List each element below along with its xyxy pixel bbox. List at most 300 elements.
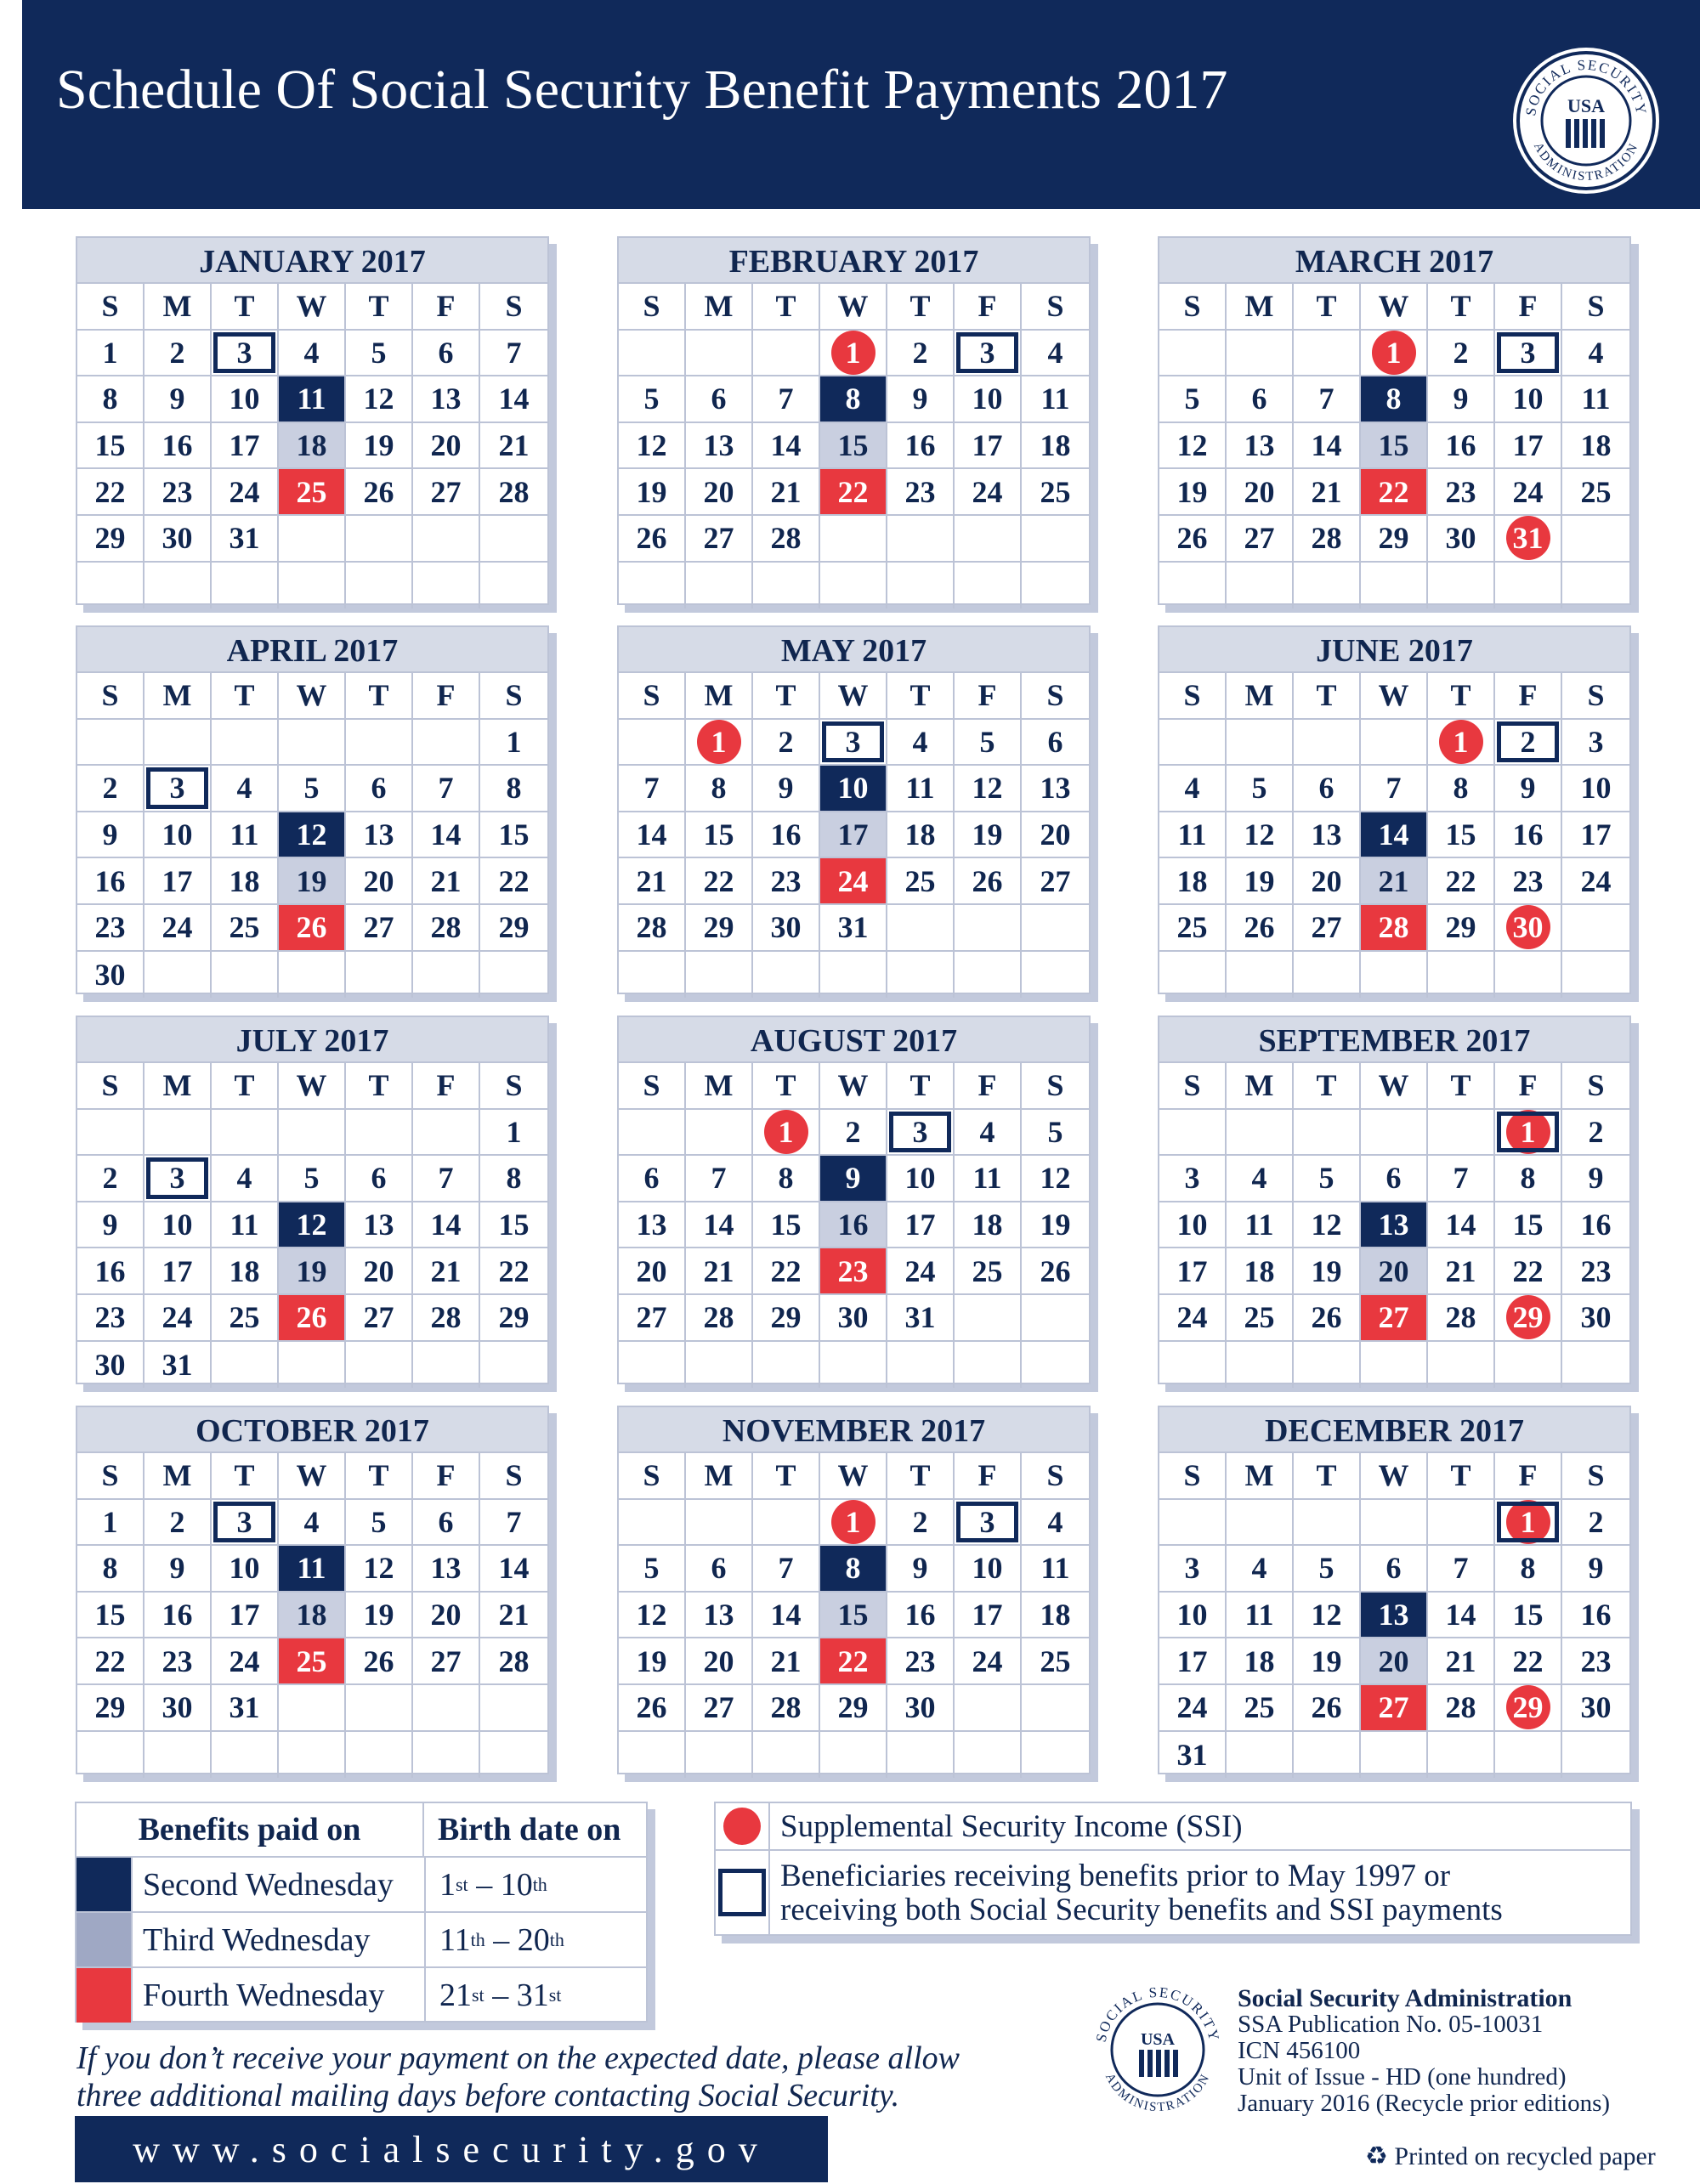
day-cell: 28 [753, 1685, 820, 1732]
empty-cell [144, 1110, 212, 1157]
day-cell: 7 [753, 376, 820, 423]
day-cell: 8 [686, 766, 753, 812]
empty-cell [820, 1732, 887, 1779]
day-cell: 30 [887, 1685, 955, 1732]
empty-cell [1562, 563, 1629, 609]
month-title: APRIL 2017 [77, 627, 547, 673]
day-cell: 13 [686, 1593, 753, 1639]
empty-cell [212, 720, 279, 767]
day-cell: 23 [887, 469, 955, 516]
day-cell: 4 [1227, 1156, 1294, 1202]
day-cell: 9 [1562, 1156, 1629, 1202]
day-cell: 10 [887, 1156, 955, 1202]
empty-cell [413, 1342, 480, 1389]
fourth-wednesday-day: 27 [1361, 1295, 1428, 1342]
weekday-header: S [77, 1453, 144, 1500]
second-wednesday-day: 14 [1361, 812, 1428, 859]
day-cell: 29 [820, 1685, 887, 1732]
ssi-payment-day [1495, 905, 1562, 952]
empty-cell [1159, 1342, 1227, 1389]
day-cell: 6 [413, 331, 480, 377]
unit-of-issue: Unit of Issue - HD (one hundred) [1238, 2063, 1567, 2091]
weekday-header: W [1361, 284, 1428, 331]
legend-row-fourth [76, 1968, 646, 2023]
weekday-header: T [212, 673, 279, 720]
ssi-marker: 1 [1372, 331, 1416, 375]
day-cell: 15 [686, 812, 753, 859]
ssa-seal-icon [1088, 1980, 1227, 2119]
boxed-line-1: Beneficiaries receiving benefits prior to May 1997 or [780, 1859, 1451, 1893]
day-cell: 18 [212, 1248, 279, 1295]
legend-header-birth: Birth date on [438, 1812, 621, 1847]
day-cell: 23 [144, 1638, 212, 1685]
empty-cell [1495, 952, 1562, 999]
month-days-grid [77, 673, 547, 998]
empty-cell [346, 1342, 413, 1389]
weekday-header: S [480, 284, 547, 331]
day-cell: 5 [1227, 766, 1294, 812]
empty-cell [279, 516, 346, 563]
day-cell: 4 [1159, 766, 1227, 812]
month-days-grid [1159, 284, 1629, 608]
weekday-header: F [955, 1453, 1022, 1500]
day-cell: 29 [77, 1685, 144, 1732]
weekday-header: S [1562, 1453, 1629, 1500]
day-cell: 7 [1428, 1156, 1495, 1202]
day-cell: 29 [480, 905, 547, 952]
month-days-grid [619, 1063, 1089, 1388]
day-cell: 5 [1022, 1110, 1089, 1157]
day-cell: 19 [346, 423, 413, 470]
ssi-marker: 1 [831, 1500, 876, 1544]
weekday-header: S [480, 1063, 547, 1110]
empty-cell [144, 720, 212, 767]
weekday-header: W [820, 1453, 887, 1500]
empty-cell [1495, 563, 1562, 609]
weekday-header: T [1294, 1063, 1361, 1110]
empty-cell [1294, 331, 1361, 377]
second-wednesday-day: 8 [820, 1546, 887, 1593]
benefit-schedule-legend [75, 1802, 648, 2023]
weekday-header: W [1361, 673, 1428, 720]
day-cell: 17 [1159, 1638, 1227, 1685]
weekday-header: M [1227, 284, 1294, 331]
day-cell: 2 [887, 1500, 955, 1547]
day-cell: 2 [753, 720, 820, 767]
day-cell: 18 [955, 1202, 1022, 1249]
third-wednesday-day: 19 [279, 858, 346, 905]
month-title: DECEMBER 2017 [1159, 1407, 1629, 1453]
empty-cell [887, 563, 955, 609]
day-cell: 16 [1495, 812, 1562, 859]
day-cell: 21 [413, 858, 480, 905]
weekday-header: T [1428, 1063, 1495, 1110]
legend-header-benefits: Benefits paid on [76, 1803, 424, 1856]
weekday-header: S [77, 673, 144, 720]
day-cell: 20 [413, 1593, 480, 1639]
legend-row-second [76, 1858, 646, 1913]
month-days-grid [77, 284, 547, 608]
weekday-header: M [686, 1453, 753, 1500]
day-cell: 6 [686, 376, 753, 423]
day-cell: 11 [1159, 812, 1227, 859]
day-cell: 2 [77, 1156, 144, 1202]
day-cell: 2 [820, 1110, 887, 1157]
day-cell: 31 [212, 516, 279, 563]
day-cell: 14 [1294, 423, 1361, 470]
day-cell: 25 [887, 858, 955, 905]
day-cell: 17 [212, 423, 279, 470]
weekday-header: S [1159, 673, 1227, 720]
day-cell: 28 [686, 1295, 753, 1342]
weekday-header: S [1159, 1453, 1227, 1500]
empty-cell [1022, 1732, 1089, 1779]
fourth-wednesday-day: 24 [820, 858, 887, 905]
day-cell: 10 [144, 1202, 212, 1249]
day-cell: 26 [1294, 1685, 1361, 1732]
day-cell: 4 [212, 766, 279, 812]
day-cell: 30 [1562, 1685, 1629, 1732]
weekday-header: W [279, 673, 346, 720]
day-cell: 7 [480, 1500, 547, 1547]
fourth-wednesday-day: 26 [279, 1295, 346, 1342]
weekday-header: M [1227, 1453, 1294, 1500]
empty-cell [1361, 1732, 1428, 1779]
day-cell: 9 [77, 812, 144, 859]
empty-cell [1428, 1110, 1495, 1157]
day-cell: 16 [77, 1248, 144, 1295]
day-cell: 8 [77, 1546, 144, 1593]
day-cell: 23 [1562, 1248, 1629, 1295]
day-cell: 4 [887, 720, 955, 767]
ssi-legend [714, 1802, 1632, 1936]
fourth-wednesday-day: 27 [1361, 1685, 1428, 1732]
empty-cell [1022, 1685, 1089, 1732]
day-cell: 2 [144, 1500, 212, 1547]
day-cell: 16 [1562, 1202, 1629, 1249]
empty-cell [955, 1295, 1022, 1342]
empty-cell [1361, 1342, 1428, 1389]
day-cell: 23 [77, 1295, 144, 1342]
day-cell: 10 [955, 376, 1022, 423]
publication-number: SSA Publication No. 05-10031 [1238, 2011, 1544, 2038]
weekday-header: S [1562, 673, 1629, 720]
day-cell: 25 [1022, 1638, 1089, 1685]
weekday-header: M [144, 1063, 212, 1110]
month-title: JUNE 2017 [1159, 627, 1629, 673]
weekday-header: M [686, 1063, 753, 1110]
day-cell: 19 [1294, 1638, 1361, 1685]
day-cell: 16 [887, 1593, 955, 1639]
day-cell: 26 [619, 1685, 686, 1732]
weekday-header: W [279, 1063, 346, 1110]
weekday-header: F [1495, 284, 1562, 331]
empty-cell [346, 1685, 413, 1732]
month-calendar [617, 625, 1091, 994]
note-line-2: three additional mailing days before contacting Social Security. [76, 2078, 900, 2113]
fourth-wednesday-day: 22 [820, 1638, 887, 1685]
day-cell: 19 [1227, 858, 1294, 905]
day-cell: 7 [413, 1156, 480, 1202]
second-wednesday-day: 13 [1361, 1593, 1428, 1639]
mailing-note [76, 2040, 960, 2114]
empty-cell [212, 1342, 279, 1389]
day-cell: 7 [1428, 1546, 1495, 1593]
weekday-header: S [619, 1453, 686, 1500]
weekday-header: W [820, 673, 887, 720]
day-cell: 10 [144, 812, 212, 859]
empty-cell [1562, 905, 1629, 952]
day-cell: 16 [77, 858, 144, 905]
empty-cell [753, 1500, 820, 1547]
boxed-payment-day: 3 [887, 1110, 955, 1157]
empty-cell [1022, 516, 1089, 563]
day-cell: 25 [955, 1248, 1022, 1295]
day-cell: 27 [686, 516, 753, 563]
empty-cell [1227, 720, 1294, 767]
day-cell: 8 [1495, 1156, 1562, 1202]
day-cell: 24 [212, 469, 279, 516]
day-cell: 24 [212, 1638, 279, 1685]
day-cell: 11 [212, 1202, 279, 1249]
empty-cell [1294, 720, 1361, 767]
empty-cell [480, 516, 547, 563]
day-cell: 12 [619, 423, 686, 470]
day-cell: 8 [77, 376, 144, 423]
day-cell: 15 [480, 812, 547, 859]
day-cell: 2 [887, 331, 955, 377]
third-wednesday-day: 15 [1361, 423, 1428, 470]
ssi-payment-day [1495, 1685, 1562, 1732]
empty-cell [346, 516, 413, 563]
empty-cell [619, 1500, 686, 1547]
ssi-marker: 1 [764, 1110, 808, 1154]
day-cell: 21 [1428, 1638, 1495, 1685]
empty-cell [1294, 563, 1361, 609]
day-cell: 5 [1294, 1546, 1361, 1593]
fourth-wednesday-day: 23 [820, 1248, 887, 1295]
weekday-header: T [1428, 673, 1495, 720]
empty-cell [820, 952, 887, 999]
empty-cell [1294, 1110, 1361, 1157]
ssi-marker: 29 [1506, 1295, 1550, 1339]
day-cell: 2 [1562, 1500, 1629, 1547]
day-cell: 26 [1294, 1295, 1361, 1342]
day-cell: 25 [1227, 1295, 1294, 1342]
empty-cell [1159, 563, 1227, 609]
empty-cell [887, 952, 955, 999]
day-cell: 9 [887, 376, 955, 423]
boxed-payment-day [1495, 1110, 1562, 1157]
seal-top-text: SOCIAL SECURITY [1092, 1983, 1223, 2044]
empty-cell [686, 331, 753, 377]
third-wednesday-day: 15 [820, 1593, 887, 1639]
day-cell: 29 [480, 1295, 547, 1342]
weekday-header: F [413, 1063, 480, 1110]
third-wednesday-day: 20 [1361, 1638, 1428, 1685]
website-link[interactable]: www.socialsecurity.gov [75, 2116, 828, 2182]
empty-cell [753, 331, 820, 377]
second-wednesday-day: 8 [1361, 376, 1428, 423]
weekday-header: F [955, 673, 1022, 720]
day-cell: 2 [1428, 331, 1495, 377]
weekday-header: T [212, 1453, 279, 1500]
empty-cell [1022, 1342, 1089, 1389]
day-cell: 23 [1428, 469, 1495, 516]
weekday-header: S [1562, 284, 1629, 331]
day-cell: 14 [413, 1202, 480, 1249]
month-days-grid [619, 1453, 1089, 1778]
day-cell: 21 [480, 423, 547, 470]
day-cell: 13 [346, 1202, 413, 1249]
legend-row-third [76, 1913, 646, 1968]
weekday-header: T [212, 284, 279, 331]
empty-cell [480, 563, 547, 609]
month-calendar [1158, 236, 1631, 605]
empty-cell [1294, 952, 1361, 999]
boxed-payment-day: 3 [144, 1156, 212, 1202]
weekday-header: S [619, 1063, 686, 1110]
weekday-header: T [212, 1063, 279, 1110]
note-line-1: If you don’t receive your payment on the expected date, please allow [76, 2040, 960, 2076]
legend-range: 21 st – 31 st [439, 1977, 562, 2013]
day-cell: 25 [212, 905, 279, 952]
day-cell: 7 [1361, 766, 1428, 812]
empty-cell [1022, 905, 1089, 952]
weekday-header: S [1022, 1063, 1089, 1110]
weekday-header: T [753, 673, 820, 720]
weekday-header: W [1361, 1453, 1428, 1500]
weekday-header: S [1022, 1453, 1089, 1500]
day-cell: 25 [1022, 469, 1089, 516]
empty-cell [1562, 1732, 1629, 1779]
day-cell: 27 [686, 1685, 753, 1732]
empty-cell [1159, 1500, 1227, 1547]
second-wednesday-day: 12 [279, 812, 346, 859]
day-cell: 20 [413, 423, 480, 470]
legend-label: Fourth Wednesday [133, 1968, 426, 2023]
day-cell: 10 [212, 376, 279, 423]
empty-cell [1294, 1342, 1361, 1389]
seal-center-text: USA [1140, 2030, 1176, 2049]
day-cell: 6 [1022, 720, 1089, 767]
empty-cell [955, 1342, 1022, 1389]
day-cell: 30 [77, 1342, 144, 1389]
boxed-payment-day: 3 [955, 1500, 1022, 1547]
month-calendar [1158, 1406, 1631, 1774]
title-banner [22, 0, 1700, 209]
day-cell: 23 [1495, 858, 1562, 905]
empty-cell [413, 1110, 480, 1157]
weekday-header: S [619, 284, 686, 331]
empty-cell [413, 1732, 480, 1779]
empty-cell [279, 1342, 346, 1389]
weekday-header: T [887, 673, 955, 720]
boxed-payment-day: 3 [820, 720, 887, 767]
day-cell: 14 [753, 423, 820, 470]
day-cell: 17 [955, 423, 1022, 470]
document-title: Schedule Of Social Security Benefit Payments 2017 [56, 59, 1228, 121]
month-days-grid [77, 1453, 547, 1778]
day-cell: 19 [1159, 469, 1227, 516]
empty-cell [480, 952, 547, 999]
second-wednesday-day: 13 [1361, 1202, 1428, 1249]
empty-cell [1294, 1732, 1361, 1779]
day-cell: 12 [346, 376, 413, 423]
empty-cell [346, 720, 413, 767]
day-cell: 28 [413, 1295, 480, 1342]
weekday-header: S [77, 284, 144, 331]
empty-cell [1361, 1110, 1428, 1157]
day-cell: 26 [619, 516, 686, 563]
day-cell: 19 [1022, 1202, 1089, 1249]
ssi-marker: 1 [1439, 720, 1483, 764]
day-cell: 14 [753, 1593, 820, 1639]
day-cell: 3 [1159, 1156, 1227, 1202]
day-cell: 20 [686, 1638, 753, 1685]
weekday-header: W [279, 284, 346, 331]
empty-cell [1159, 952, 1227, 999]
day-cell: 27 [413, 1638, 480, 1685]
day-cell: 6 [413, 1500, 480, 1547]
day-cell: 20 [346, 858, 413, 905]
day-cell: 17 [887, 1202, 955, 1249]
day-cell: 12 [619, 1593, 686, 1639]
fourth-wednesday-day: 22 [1361, 469, 1428, 516]
day-cell: 7 [480, 331, 547, 377]
empty-cell [1294, 1500, 1361, 1547]
day-cell: 6 [1361, 1156, 1428, 1202]
day-cell: 17 [144, 858, 212, 905]
recycle-icon: ♻ [1365, 2142, 1388, 2171]
day-cell: 11 [1022, 376, 1089, 423]
empty-cell [753, 952, 820, 999]
day-cell: 20 [346, 1248, 413, 1295]
weekday-header: W [820, 1063, 887, 1110]
weekday-header: S [1562, 1063, 1629, 1110]
weekday-header: F [1495, 1453, 1562, 1500]
day-cell: 8 [480, 1156, 547, 1202]
boxed-payment-day: 3 [144, 766, 212, 812]
empty-cell [77, 1110, 144, 1157]
empty-cell [1562, 1342, 1629, 1389]
day-cell: 15 [1495, 1202, 1562, 1249]
day-cell: 11 [887, 766, 955, 812]
day-cell: 12 [1159, 423, 1227, 470]
day-cell: 8 [1495, 1546, 1562, 1593]
empty-cell [77, 1732, 144, 1779]
weekday-header: T [346, 1453, 413, 1500]
empty-cell [753, 1732, 820, 1779]
day-cell: 18 [1227, 1248, 1294, 1295]
third-wednesday-day: 17 [820, 812, 887, 859]
day-cell: 25 [1562, 469, 1629, 516]
empty-cell [619, 1732, 686, 1779]
boxed-line-2: receiving both Social Security benefits and SSI payments [780, 1893, 1503, 1927]
day-cell: 30 [144, 516, 212, 563]
empty-cell [619, 720, 686, 767]
day-cell: 21 [1294, 469, 1361, 516]
weekday-header: W [279, 1453, 346, 1500]
day-cell: 10 [212, 1546, 279, 1593]
svg-text:ADMINISTRATION [1102, 2071, 1213, 2114]
day-cell: 17 [1495, 423, 1562, 470]
empty-cell [1022, 1295, 1089, 1342]
empty-cell [820, 563, 887, 609]
day-cell: 4 [1022, 331, 1089, 377]
day-cell: 18 [212, 858, 279, 905]
recycled-text: Printed on recycled paper [1394, 2142, 1656, 2170]
